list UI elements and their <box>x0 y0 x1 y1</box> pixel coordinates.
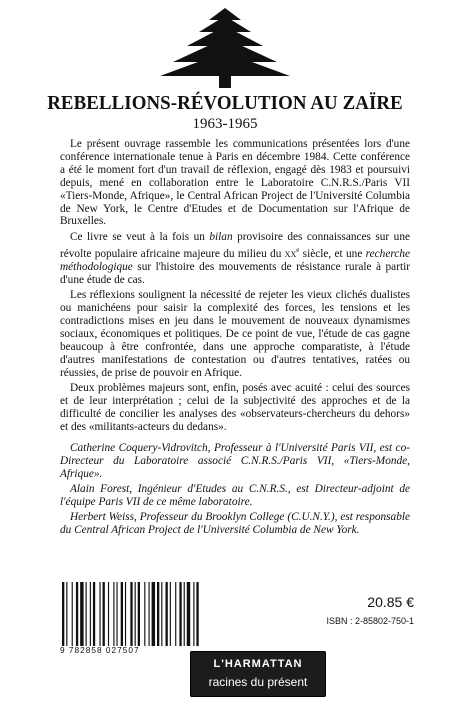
barcode-bar <box>62 582 64 646</box>
barcode-bar <box>196 582 198 646</box>
barcode-bar <box>138 582 140 646</box>
publisher-name: L'HARMATTAN <box>213 658 303 670</box>
paragraph-intro: Le présent ouvrage rassemble les communications présentées lors d'une conférence internationale tenue à Paris en décembre 1984. Cette conférence a été le moment fort d'un travail de réflexion, engagé dès 1983 et poursuivi depuis, mené en collaboration entre le Laboratoire C.N.R.S./Paris VII «Tiers-Monde, Afrique», le Central African Project de l'Université Columbia de New York, le Centre d'Etudes et de Documentation sur l'Afrique de Bruxelles. <box>60 138 410 228</box>
series-name: racines du présent <box>208 675 308 689</box>
barcode-bar <box>170 582 171 646</box>
book-years: 1963-1965 <box>192 116 258 132</box>
barcode-bar <box>80 582 83 646</box>
barcode-bar <box>66 582 67 646</box>
barcode-bar <box>161 582 162 646</box>
barcode-bar <box>125 582 126 646</box>
decorative-tree-logo <box>0 6 450 90</box>
paragraph-reflections: Les réflexions soulignent la nécessité de rejeter les vieux clichés dualistes ou manichéens pour saisir la complexité des forces, les tensions et les contradictions mises en jeu dans le mouvement de nouveaux dynamismes sociaux, économiques et politiques. De ce point de vue, l'étude de cas gagne beaucoup à être confrontée, dans une approche comparatiste, à l'étude d'autres manifestations de contestation ou d'autres tentatives, ratées ou réussies, de prise de pouvoir en Afrique. <box>60 289 410 379</box>
barcode-bar <box>90 582 91 646</box>
barcode-bar <box>86 582 87 646</box>
barcode-bar <box>135 582 136 646</box>
author-bio-1: Catherine Coquery-Vidrovitch, Professeur à l'Université Paris VII, est co-Directeur du Laboratoire associé C.N.R.S./Paris VII, «Tiers-Monde, Afrique». <box>60 442 410 480</box>
bilan-term: bilan <box>209 231 233 244</box>
price-label: 20.85 € <box>367 594 414 610</box>
publisher-logo-box <box>190 651 326 697</box>
barcode-bar <box>76 582 78 646</box>
century-numeral: xx <box>284 247 297 260</box>
barcode-bar <box>152 582 155 646</box>
barcode-bar <box>72 582 73 646</box>
recherche-term: recherche méthodologique <box>60 247 410 273</box>
barcode-bar <box>116 582 117 646</box>
barcode-bar <box>144 582 145 646</box>
author-bio-3: Herbert Weiss, Professeur du Brooklyn College (C.U.N.Y.), est responsable du Central African Project de l'Université Columbia de New York. <box>60 510 410 536</box>
barcode-bar <box>184 582 185 646</box>
barcode-bar <box>99 582 100 646</box>
author-bio-2: Alain Forest, Ingénieur d'Etudes au C.N.R.S., est Directeur-adjoint de l'équipe Paris VII de ce même laboratoire. <box>60 482 410 508</box>
barcode-bar <box>157 582 159 646</box>
paragraph-problems: Deux problèmes majeurs sont, enfin, posés avec acuité : celui des sources et de leur interprétation ; celui de la subjectivité des approches et de la difficulté de concilier les analyses des «observateurs-chercheurs du dehors» et des «militants-acteurs du dedans». <box>60 382 410 434</box>
barcode-bar <box>149 582 150 646</box>
isbn-label: ISBN : 2-85802-750-1 <box>326 616 414 626</box>
barcode-bar <box>187 582 190 646</box>
barcode-bar <box>108 582 109 646</box>
barcode-bar <box>130 582 132 646</box>
barcode-bar <box>93 582 95 646</box>
barcode-bar <box>103 582 105 646</box>
barcode-bar <box>193 582 194 646</box>
barcode-bar <box>166 582 168 646</box>
book-title: REBELLIONS-RÉVOLUTION AU ZAÏRE <box>47 92 403 114</box>
barcode-bar <box>121 582 123 646</box>
paragraph-purpose: Ce livre se veut à la fois un bilan provisoire des connaissances sur une révolte populaire africaine majeure du milieu du $xx^e$ siècle, et une recherche méthodologique sur l'histoire des mouvements de résistance rurale à partir d'une étude de cas. <box>60 231 410 286</box>
back-cover-text <box>60 138 410 538</box>
barcode-bar <box>179 582 181 646</box>
barcode-bar <box>175 582 176 646</box>
barcode-digits: 9 782858 027507 <box>60 645 140 655</box>
isbn-barcode <box>60 582 220 646</box>
barcode-bar <box>113 582 114 646</box>
